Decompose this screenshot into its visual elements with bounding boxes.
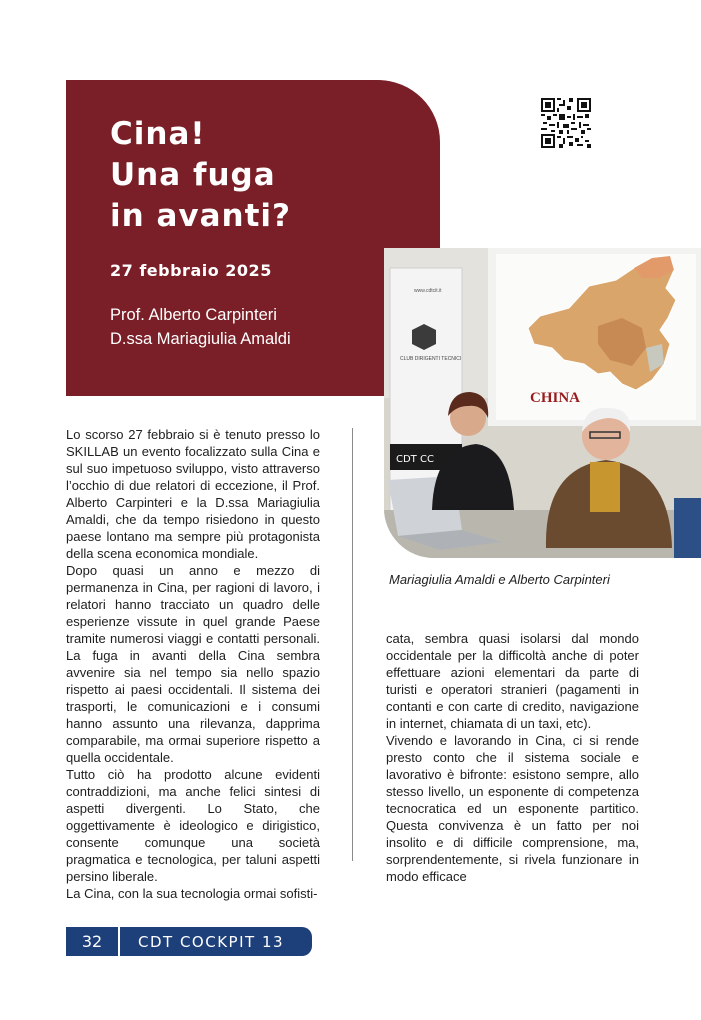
body-paragraph: Lo scorso 27 febbraio si è tenuto presso lo SKILLAB un evento focalizzato sulla Cina e sul suo impetuoso sviluppo, visto attraverso l’occhio di due relatori di eccezione, il Prof. Alberto Carpinteri e la D.ssa Mariagiulia Amaldi, che da tempo risiedono in questo paese lontano ma sempre più protagonista della scena economica mondiale. [66,427,320,561]
body-paragraph: Tutto ciò ha prodotto alcune evidenti contraddizioni, ma anche felici sintesi di aspetti divergenti. Lo Stato, che oggettivamente è ideologico e dirigistico, consente comunque una società pragmatica e tecnologica, per taluni aspetti persino liberale. [66,767,320,884]
author-name: Prof. Alberto Carpinteri [110,306,277,324]
author-name: D.ssa Mariagiulia Amaldi [110,330,291,348]
banner-url: www.cdtcit.it [414,288,442,294]
body-column-right [386,630,639,885]
body-column-left [66,426,320,902]
qr-code-icon[interactable] [541,98,591,148]
photo-caption: Mariagiulia Amaldi e Alberto Carpinteri [389,572,610,587]
banner-text: CLUB DIRIGENTI TECNICI [400,356,462,362]
title-line: Cina! [110,116,206,152]
body-paragraph: Dopo quasi un anno e mezzo di permanenza in Cina, per ragioni di lavoro, i relatori hanno tracciato un quadro delle esperienze vissute in quel grande Paese tramite numerosi viaggi e contatti personali. La fuga in avanti della Cina sembra avvenire sia nel tempo sia nello spazio rispetto ai paesi occidentali. Il sistema dei trasporti, le comunicazioni e i consumi hanno assunto una rilevanza, dapprima comparabile, ma ormai superiore rispetto a quella occidentale. [66,563,320,765]
page-number: 32 [66,927,118,956]
body-paragraph: Vivendo e lavorando in Cina, ci si rende presto conto che il sistema sociale e lavorativo è bifronte: esistono sempre, allo stesso livello, un esponente di competenza tecnocratica ed un esponente partitico. Questa convivenza è un fatto per noi insolito e di difficile comprensione, ma, sorprendentemente, si rivela funzionare in modo efficace [386,733,639,884]
body-paragraph: La Cina, con la sua tecnologia ormai sofisti- [66,886,318,901]
event-photo [384,248,701,558]
map-label: CHINA [530,390,581,406]
article-title [110,114,291,237]
column-divider [352,428,353,861]
title-line: Una fuga [110,157,276,193]
event-date: 27 febbraio 2025 [110,261,272,280]
title-line: in avanti? [110,198,292,234]
magazine-name: CDT COCKPIT 13 [120,927,312,956]
banner-logo: CDT CC [396,454,434,465]
body-paragraph: cata, sembra quasi isolarsi dal mondo occidentale per la difficoltà anche di poter effettuare azioni elementari da parte di turisti e operatori stranieri (pagamenti in contanti e con carte di credito, navigazione in internet, chiamata di un taxi, etc). [386,631,639,731]
